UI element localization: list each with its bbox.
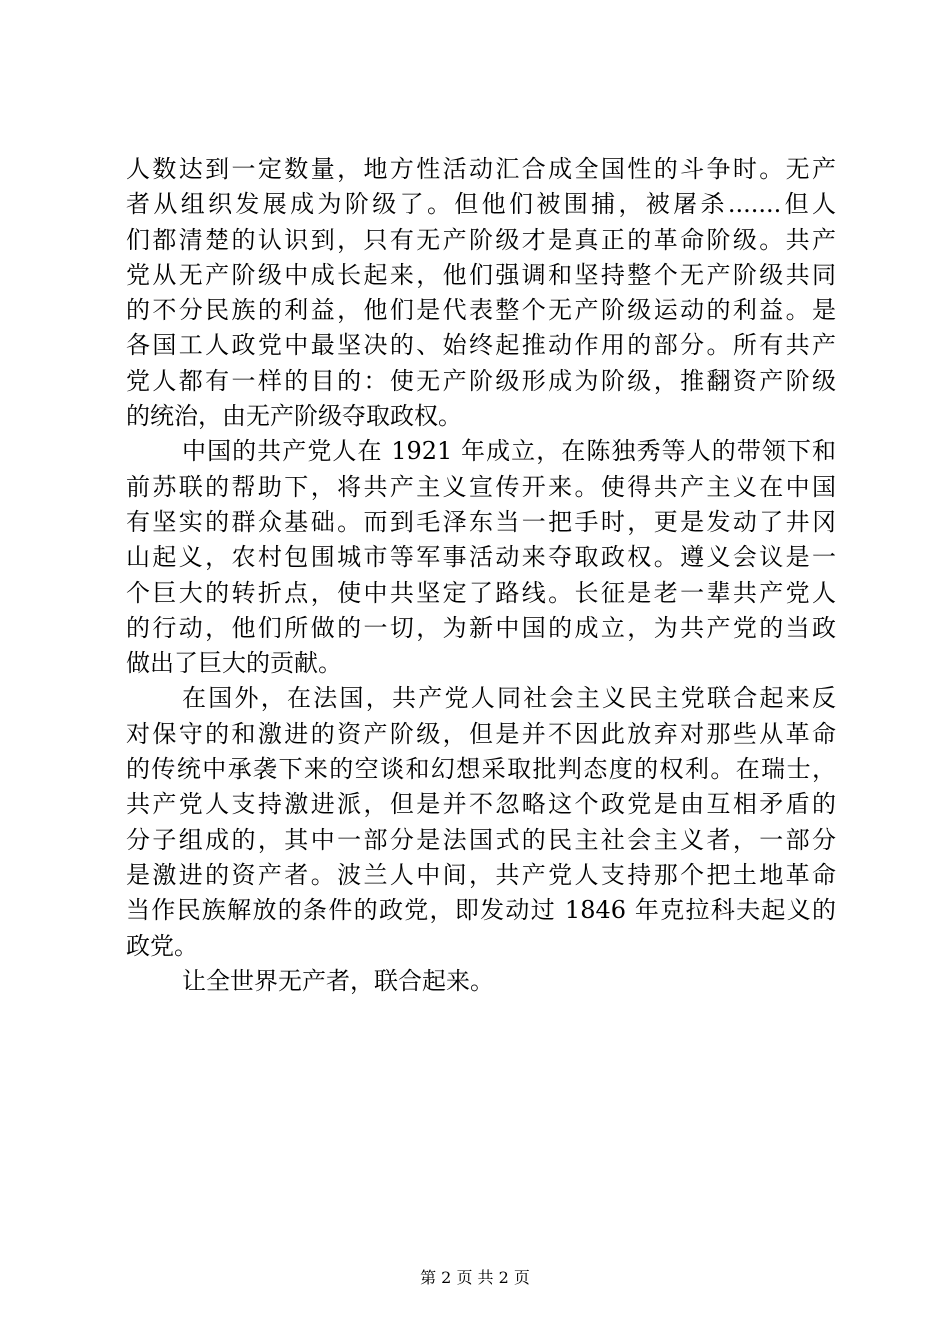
paragraph (126, 964, 836, 999)
text-line: 个巨大的转折点，使中共坚定了路线。长征是老一辈共产党人 (126, 578, 836, 607)
text-line: 在国外，在法国，共产党人同社会主义民主党联合起来反 (182, 684, 836, 713)
text-line: 对保守的和激进的资产阶级，但是并不因此放弃对那些从革命 (126, 719, 836, 748)
paragraph (126, 434, 836, 681)
text-line: 的统治，由无产阶级夺取政权。 (126, 402, 462, 431)
text-line: 党从无产阶级中成长起来，他们强调和坚持整个无产阶级共同 (126, 260, 836, 289)
text-line: 当作民族解放的条件的政党，即发动过 1846 年克拉科夫起义的 (126, 896, 836, 925)
document-body (126, 152, 836, 999)
page-footer: 第 2 页 共 2 页 (420, 1268, 530, 1287)
text-line: 是激进的资产者。波兰人中间，共产党人支持那个把土地革命 (126, 860, 836, 889)
text-line: 让全世界无产者，联合起来。 (182, 966, 494, 995)
text-line: 共产党人支持激进派，但是并不忽略这个政党是由互相矛盾的 (126, 790, 836, 819)
text-line: 者从组织发展成为阶级了。但他们被围捕，被屠杀.......但人 (126, 190, 836, 219)
text-line: 山起义，农村包围城市等军事活动来夺取政权。遵义会议是一 (126, 543, 836, 572)
text-line: 们都清楚的认识到，只有无产阶级才是真正的革命阶级。共产 (126, 225, 836, 254)
paragraph (126, 681, 836, 963)
text-line: 人数达到一定数量，地方性活动汇合成全国性的斗争时。无产 (126, 155, 836, 183)
text-line: 的传统中承袭下来的空谈和幻想采取批判态度的权利。在瑞士， (126, 755, 836, 784)
text-line: 前苏联的帮助下，将共产主义宣传开来。使得共产主义在中国 (126, 472, 836, 501)
text-line: 的不分民族的利益，他们是代表整个无产阶级运动的利益。是 (126, 296, 836, 325)
paragraph (126, 152, 836, 434)
text-line: 各国工人政党中最坚决的、始终起推动作用的部分。所有共产 (126, 331, 836, 360)
text-line: 的行动，他们所做的一切，为新中国的成立，为共产党的当政 (126, 613, 836, 642)
text-line: 分子组成的，其中一部分是法国式的民主社会主义者，一部分 (126, 825, 836, 854)
text-line: 党人都有一样的目的：使无产阶级形成为阶级，推翻资产阶级 (126, 366, 836, 395)
text-line: 中国的共产党人在 1921 年成立，在陈独秀等人的带领下和 (182, 437, 836, 466)
text-line: 做出了巨大的贡献。 (126, 649, 342, 678)
text-line: 有坚实的群众基础。而到毛泽东当一把手时，更是发动了井冈 (126, 507, 836, 536)
text-line: 政党。 (126, 931, 198, 960)
